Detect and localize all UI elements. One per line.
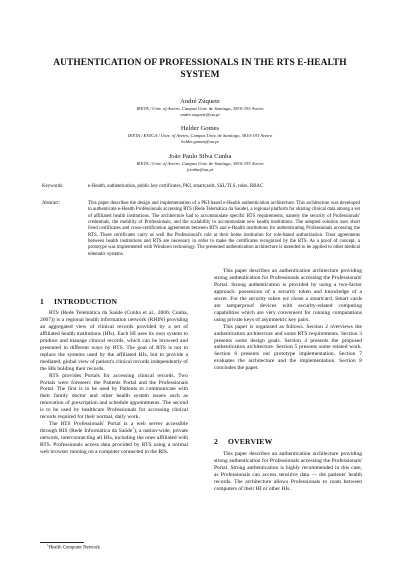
paragraph: RTS (Rede Telemática da Saúde (Cunha et al., 2006; Cunha, 2007)) is a regional health information network (RHIN) providing an aggregated view of clinical records provided by a set of affiliated health institutions (HIs). Each HI uses its own system to produce and manage clinical records, which can be browsed and presented in different ways by RTS. The goal of RTS is not to replace the systems used by the affiliated HIs, but to provide a mediated, global view of patient's clinical records independently of the HIs holding their records. (40, 310, 188, 372)
left-column (40, 310, 188, 456)
author-name: João Paulo Silva Cunha (168, 153, 232, 160)
section-title: INTRODUCTION (54, 297, 118, 306)
footnote (47, 545, 100, 552)
keywords-text: e-Health, authentication, public key certificates, PKI, smartcards, SSL/TLS, roles, RBAC (88, 184, 264, 189)
paper-title: AUTHENTICATION OF PROFESSIONALS IN THE RTS E-HEALTH SYSTEM (53, 58, 347, 80)
paragraph: This paper describes an authentication architecture providing strong authentication for Professionals accessing the Professionals' Portal. Strong authentication is provided by using a two-factor approach: possession of a security token and knowledge of a secret. For the security token we chose a smartcard. Smart cards are tamperproof devices with security-related computing capabilities which are very convenient for running computations using private keys of asymmetric key pairs. (214, 268, 362, 323)
paragraph: This paper describes an authentication architecture providing strong authentication for Professionals accessing the Professionals' Portal. Strong authentication is highly recommended in this case, as Professionals can access sensitive data — the patients' health records. The architecture allows Professionals to roam between computers of their HI or other HIs. (214, 451, 362, 492)
author-name: Helder Gomes (180, 125, 220, 132)
footnote-mark: 1 (132, 426, 134, 431)
section-title: OVERVIEW (228, 437, 273, 446)
author-block (40, 124, 360, 145)
footnote-number: 1 (47, 543, 49, 547)
author-affiliation: IEETA / ESTGA / Univ. of Aveiro, Campus Univ. de Santiago, 3810-193 Aveiro (127, 133, 273, 138)
paragraph: This paper is organised as follows. Section 2 overviews the authentication architecture and some RTS requirements. Section 3 presents some design goals. Section 4 presents the proposed authentication architecture. Section 5 presents some related work. Section 6 presents our prototype implementation. Section 7 evaluates the architecture and the implementation. Section 8 concludes the paper. (214, 323, 362, 372)
author-name: André Zúquete (180, 98, 220, 105)
paragraph: The RTS Professionals' Portal is a web server accessible through RIS (Rede Informática da Saúde$^1$), a nation-wide, private network, interconnecting all HIs, including the ones affiliated with RTS. Professionals access data provided by RTS using a normal web browser running on a computer connected to the RIS. (40, 421, 188, 456)
author-block (40, 152, 360, 173)
abstract-label: Abstract: (42, 201, 60, 206)
author-email: helder.gomes@ua.pt (181, 139, 219, 145)
keywords-label: Keywords: (42, 184, 64, 189)
section-number: 1 (40, 297, 44, 306)
section-heading-introduction (40, 297, 117, 306)
author-email: jcunha@ua.pt (186, 167, 214, 173)
right-column (214, 268, 362, 372)
author-affiliation: IEETA / Univ. of Aveiro, Campus Univ. de Santiago, 3810-193 Aveiro (136, 106, 264, 111)
right-column-continued (214, 451, 362, 493)
author-block (40, 97, 360, 118)
section-heading-overview (214, 437, 272, 446)
footnote-text: Health Computer Network (48, 545, 100, 551)
section-number: 2 (214, 437, 218, 446)
paragraph: RTS provides Portals for accessing clinical records. Two Portals were foreseen: the Patients Portal and the Professionals Portal. The first is to be used by Patients to communicate with their family doctor and other health system issues such as renovation of prescription and schedule appointments. The second is to be used by healthcare Professionals for accessing clinical records required for their normal, daily work. (40, 372, 188, 421)
abstract-text: This paper describes the design and implementation of a PKI-based e-Health authentication architecture. This architecture was developed to authenticate e-Health Professionals accessing RTS (Rede Telemática da Saúde), a regional platform for sharing clinical data among a set of affiliated health institutions. The architecture had to accommodate specific RTS requirements, namely the security of Professionals' credentials, the mobility of Professionals, and the scalability to accommodate new health institutions. The adopted solution uses short lived certificates and cross-certification agreements between RTS and e-Health institutions for authenticating Professionals accessing the RTS. These certificates carry as well the Professional's role at their home institution for role-based authorization. Trust agreements between health institutions and RTS are necessary in order to make the certificates recognized by the RTS. As a proof of concept, a prototype was implemented with Windows technology. The presented authentication architecture is intended to be applied to other medical telematic systems. (88, 201, 360, 257)
author-affiliation: IEETA / Univ. of Aveiro, Campus Univ. de Santiago, 3810-193 Aveiro (136, 161, 264, 166)
author-email: andre.zuquete@ua.pt (180, 112, 220, 118)
